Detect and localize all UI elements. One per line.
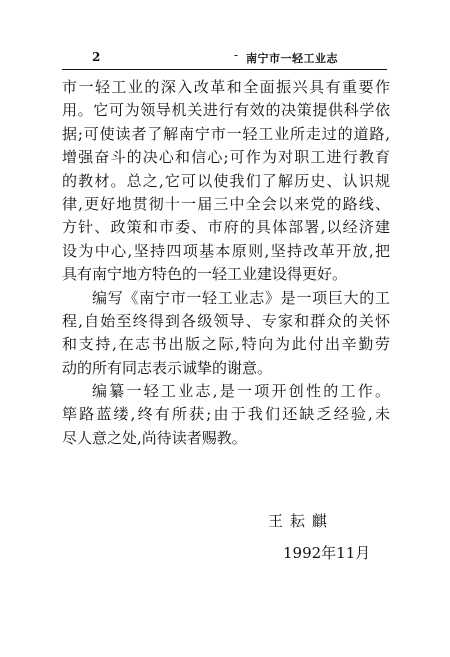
text-line: 具有南宁地方特色的一轻工业建设得更好。	[62, 265, 348, 284]
running-header	[62, 42, 387, 70]
text-line: 动的所有同志表示诚挚的谢意。	[62, 358, 273, 377]
page-number: 2	[92, 50, 101, 64]
text-line: 筚路蓝缕,终有所获;由于我们还缺乏经验,未	[62, 405, 390, 424]
author-signature: 王耘麒	[268, 512, 335, 530]
text-line: 程,自始至终得到各级领导、专家和群众的关怀	[62, 311, 390, 330]
running-title: 南宁市一轻工业志	[246, 52, 338, 65]
text-line: 增强奋斗的决心和信心;可作为对职工进行教育	[62, 148, 390, 167]
text-line: 的教材。总之,它可以使我们了解历史、认识规	[62, 171, 390, 190]
text-line: 和支持,在志书出版之际,特向为此付出辛勤劳	[62, 335, 390, 354]
text-line: 尽人意之处,尚待读者赐教。	[62, 428, 247, 447]
body-text	[62, 76, 390, 450]
text-line: 据;可使读者了解南宁市一轻工业所走过的道路,	[62, 124, 390, 143]
text-line: 市一轻工业的深入改革和全面振兴具有重要作	[62, 78, 390, 96]
header-rule	[62, 69, 387, 70]
paragraph-start-line: 编纂一轻工业志,是一项开创性的工作。	[92, 382, 390, 401]
paragraph-start-line: 编写《南宁市一轻工业志》是一项巨大的工	[92, 288, 390, 307]
text-line: 设为中心,坚持四项基本原则,坚持改革开放,把	[62, 241, 390, 260]
signature-date: 1992年11月	[283, 544, 371, 562]
header-separator: -	[234, 48, 239, 62]
text-line: 方针、政策和市委、市府的具体部署,以经济建	[62, 218, 390, 237]
text-line: 用。它可为领导机关进行有效的决策提供科学依	[62, 101, 390, 120]
text-line: 律,更好地贯彻十一届三中全会以来党的路线、	[62, 194, 390, 213]
